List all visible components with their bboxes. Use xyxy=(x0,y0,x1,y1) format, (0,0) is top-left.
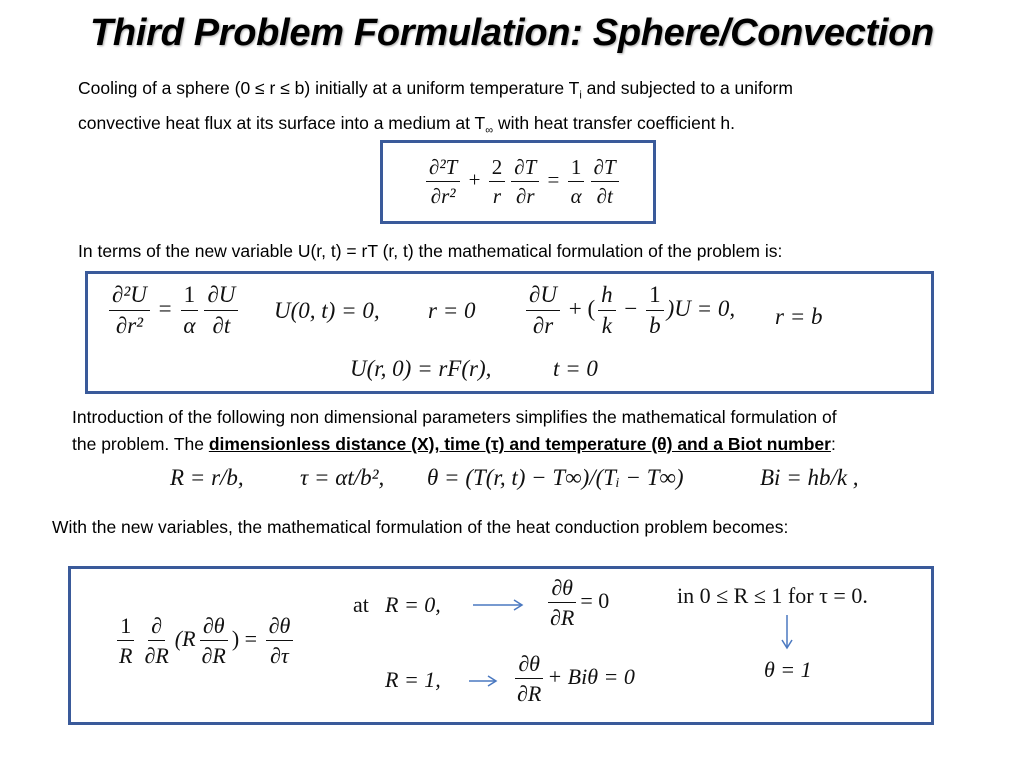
eq1-plus: + xyxy=(468,167,481,192)
bc-R0-rhs: = 0 xyxy=(580,587,610,613)
bc-R0: R = 0, xyxy=(385,592,441,617)
intro-sub-inf: ∞ xyxy=(485,124,494,136)
param-Bi: Bi = hb/k , xyxy=(760,465,859,490)
eq3-dtheta3: ∂θ xyxy=(548,575,576,603)
u-bc1: U(0, t) = 0, xyxy=(274,298,380,323)
eq3-open: (R xyxy=(174,625,196,651)
eq3-partial: ∂ xyxy=(148,613,165,641)
arrow-right-icon xyxy=(471,597,527,613)
heat-equation xyxy=(423,155,622,208)
eq2-b: b xyxy=(649,313,661,339)
eq1-dt: ∂t xyxy=(596,184,613,209)
u-variable-text: In terms of the new variable U(r, t) = rT (r, t) the mathematical formulation of the problem is: xyxy=(78,241,783,261)
theta-pde xyxy=(113,613,296,669)
bc-R1-equation xyxy=(511,651,635,707)
eq3-dR3: ∂R xyxy=(550,605,575,631)
nondim-line2-prefix: the problem. The xyxy=(72,434,209,454)
eq3-dtheta4: ∂θ xyxy=(515,651,543,679)
u-bc2 xyxy=(523,282,735,340)
eq2-dU: ∂U xyxy=(204,282,238,311)
nondim-paragraph xyxy=(72,404,1017,458)
arrow-down-icon xyxy=(779,613,795,651)
eq1-one: 1 xyxy=(568,155,585,182)
eq1-dr: ∂r xyxy=(515,184,535,209)
eq1-equals: = xyxy=(547,167,560,192)
ic-range: in 0 ≤ R ≤ 1 for τ = 0. xyxy=(677,583,868,608)
bc-R1: R = 1, xyxy=(385,667,441,692)
eq3-dR4: ∂R xyxy=(517,681,542,707)
eq1-d2T: ∂²T xyxy=(426,155,460,182)
eq2-k: k xyxy=(601,313,612,339)
eq1-two: 2 xyxy=(489,155,506,182)
page-title: Third Problem Formulation: Sphere/Convection xyxy=(90,12,934,54)
eq1-alpha: α xyxy=(570,184,582,209)
bc-R1-rhs: + Biθ = 0 xyxy=(547,663,635,689)
u-pde xyxy=(106,282,241,340)
eq3-dR2: ∂R xyxy=(201,643,226,669)
eq1-dT2: ∂T xyxy=(591,155,619,182)
eq1-r: r xyxy=(492,184,502,209)
eq2-dr: ∂r xyxy=(532,313,554,339)
intro-sub-i: i xyxy=(579,89,582,102)
param-tau: τ = αt/b², xyxy=(300,465,385,490)
new-vars-text: With the new variables, the mathematical formulation of the heat conduction problem becomes: xyxy=(52,517,789,537)
eq2-dU2: ∂U xyxy=(526,282,560,311)
eq3-dtheta2: ∂θ xyxy=(266,613,294,641)
u-bc1-location: r = 0 xyxy=(428,298,476,323)
eq2-equals: = xyxy=(158,296,172,322)
eq1-dT: ∂T xyxy=(511,155,539,182)
u-ic: U(r, 0) = rF(r), xyxy=(350,356,492,381)
heat-equation-box xyxy=(380,140,656,224)
nondim-emphasis: dimensionless distance (X), time (τ) and temperature (θ) and a Biot number xyxy=(208,434,831,454)
eq3-dtau: ∂τ xyxy=(270,643,289,669)
eq3-close-eq: ) = xyxy=(231,625,258,651)
intro-line1-b: and subjected to a uniform xyxy=(581,78,793,98)
u-formulation-box xyxy=(85,271,934,394)
eq2-h: h xyxy=(598,282,616,311)
eq2-d2U: ∂²U xyxy=(109,282,150,311)
u-ic-location: t = 0 xyxy=(553,356,598,381)
eq3-one: 1 xyxy=(117,613,134,641)
eq2-minus: − xyxy=(624,296,638,322)
nondim-line1: Introduction of the following non dimensional parameters simplifies the mathematical formulation of xyxy=(72,407,837,427)
intro-line1-a: Cooling of a sphere (0 ≤ r ≤ b) initially at a uniform temperature T xyxy=(78,78,580,98)
param-R: R = r/b, xyxy=(170,465,244,490)
intro-paragraph xyxy=(78,75,978,144)
u-bc2-location: r = b xyxy=(775,304,823,329)
intro-line2-b: with heat transfer coefficient h. xyxy=(493,112,735,133)
bc-R0-equation xyxy=(544,575,609,631)
eq2-dr2: ∂r² xyxy=(115,313,144,339)
param-theta: θ = (T(r, t) − T∞)/(Tᵢ − T∞) xyxy=(427,465,684,490)
eq2-plus-paren: + ( xyxy=(568,296,596,322)
intro-line2-a: convective heat flux at its surface into a medium at T xyxy=(78,112,486,133)
bc-at-label: at xyxy=(353,592,369,617)
eq2-dt: ∂t xyxy=(212,313,231,339)
eq3-dtheta: ∂θ xyxy=(200,613,228,641)
eq2-alpha: α xyxy=(183,313,196,339)
eq2-close: )U = 0, xyxy=(666,296,736,322)
arrow-right-icon-2 xyxy=(467,673,501,689)
eq2-one: 1 xyxy=(181,282,199,311)
dimensionless-formulation-box xyxy=(68,566,934,725)
ic-value: θ = 1 xyxy=(764,657,812,682)
eq3-R: R xyxy=(119,643,133,669)
eq3-dR: ∂R xyxy=(144,643,169,669)
eq1-dr2: ∂r² xyxy=(430,184,456,209)
nondim-line2-suffix: : xyxy=(830,434,836,454)
eq2-one-b: 1 xyxy=(646,282,664,311)
